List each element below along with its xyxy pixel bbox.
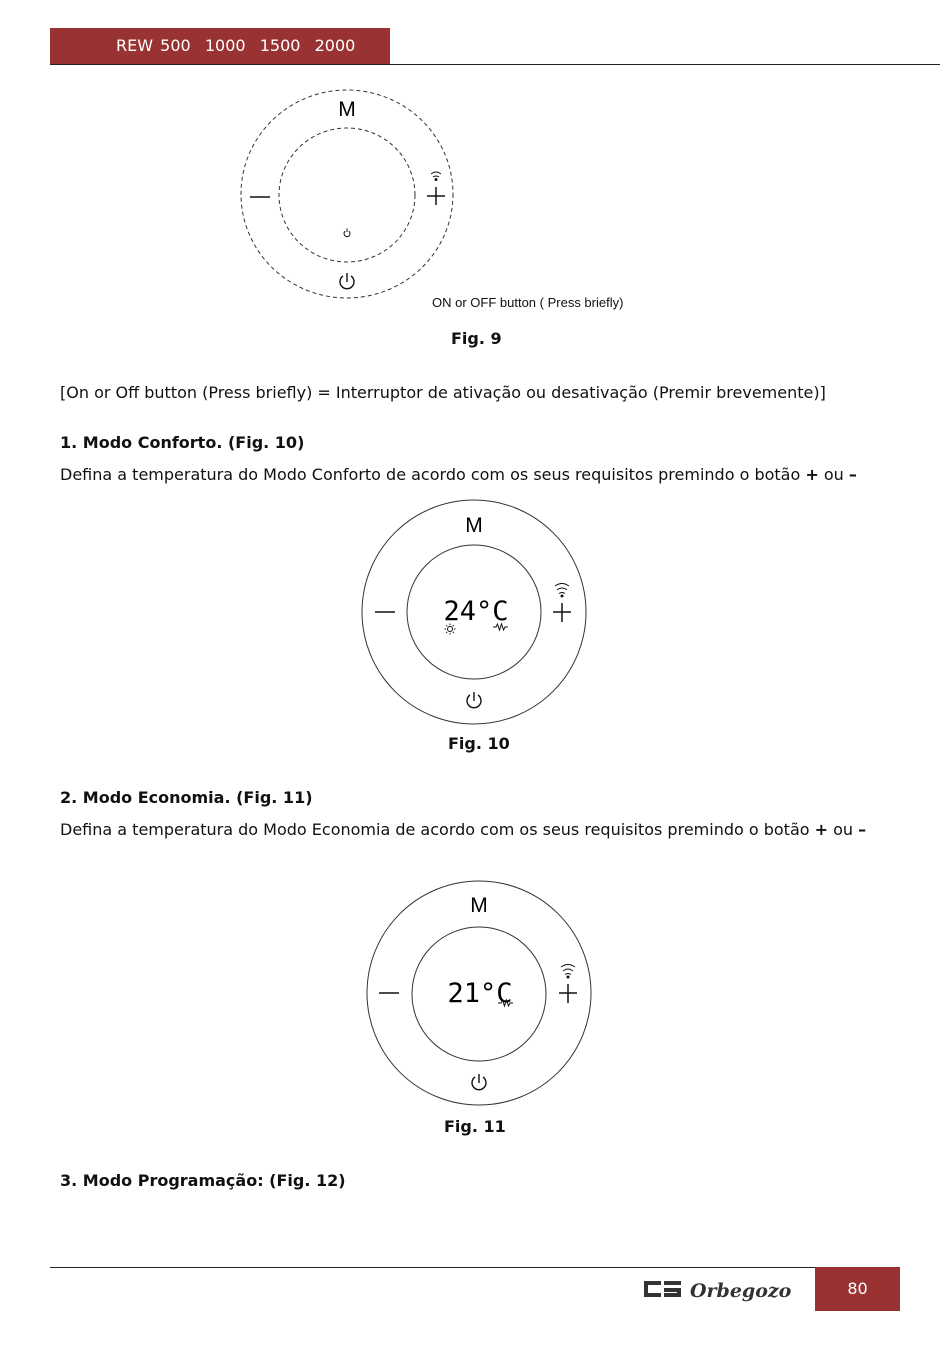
- inner-ring: [279, 128, 415, 262]
- fig11-caption: Fig. 11: [444, 1117, 506, 1136]
- temperature-display: 21°C: [447, 978, 513, 1009]
- footer-rule: [50, 1267, 815, 1268]
- plus-button[interactable]: [559, 984, 577, 1003]
- power-button[interactable]: [467, 692, 481, 708]
- wifi-icon: [561, 965, 575, 979]
- section2-heading: 2. Modo Economia. (Fig. 11): [60, 788, 313, 807]
- section2-text: [60, 820, 866, 839]
- section2-or: ou: [828, 820, 859, 839]
- header-model-line: REW 500 1000 1500 2000: [116, 36, 356, 55]
- section3-heading: 3. Modo Programação: (Fig. 12): [60, 1171, 346, 1190]
- section1-text: [60, 465, 857, 484]
- section1-plus-symbol: +: [805, 465, 819, 484]
- outer-ring: [241, 90, 453, 298]
- translation-note: [On or Off button (Press briefly) = Interruptor de ativação ou desativação (Premir brevemente)]: [60, 383, 826, 402]
- on-off-callout: ON or OFF button ( Press briefly): [432, 295, 624, 310]
- fig11-dial: [362, 878, 596, 1110]
- plus-button[interactable]: [427, 187, 445, 205]
- page-number: 80: [815, 1267, 900, 1311]
- mode-button[interactable]: M: [338, 98, 356, 121]
- section1-text-main: Defina a temperatura do Modo Conforto de acordo com os seus requisitos premindo o botão: [60, 465, 806, 484]
- section2-text-main: Defina a temperatura do Modo Economia de acordo com os seus requisitos premindo o botão: [60, 820, 815, 839]
- section2-plus-symbol: +: [814, 820, 829, 839]
- brand-name: Orbegozo: [690, 1280, 792, 1302]
- orbegozo-logo: [642, 1276, 807, 1304]
- section1-minus-symbol: –: [848, 465, 857, 484]
- fig9-dial: [238, 88, 458, 302]
- wifi-icon: [555, 584, 569, 598]
- power-button[interactable]: [472, 1074, 486, 1090]
- mode-button[interactable]: M: [465, 514, 483, 537]
- plus-button[interactable]: [553, 603, 571, 622]
- header-model-bar: [50, 28, 390, 64]
- section1-heading: 1. Modo Conforto. (Fig. 10): [60, 433, 305, 452]
- temperature-display: 24°C: [443, 596, 509, 627]
- fig10-caption: Fig. 10: [448, 734, 510, 753]
- fig10-dial: [358, 496, 590, 728]
- section2-minus-symbol: –: [858, 820, 867, 839]
- power-button[interactable]: [340, 273, 354, 289]
- wifi-icon: [431, 172, 441, 181]
- standby-indicator-icon: [344, 229, 350, 237]
- mode-button[interactable]: M: [470, 894, 488, 917]
- orbegozo-mark-icon: [644, 1281, 681, 1297]
- header-rule: [50, 64, 940, 65]
- fig9-caption: Fig. 9: [451, 329, 502, 348]
- section1-or: ou: [818, 465, 849, 484]
